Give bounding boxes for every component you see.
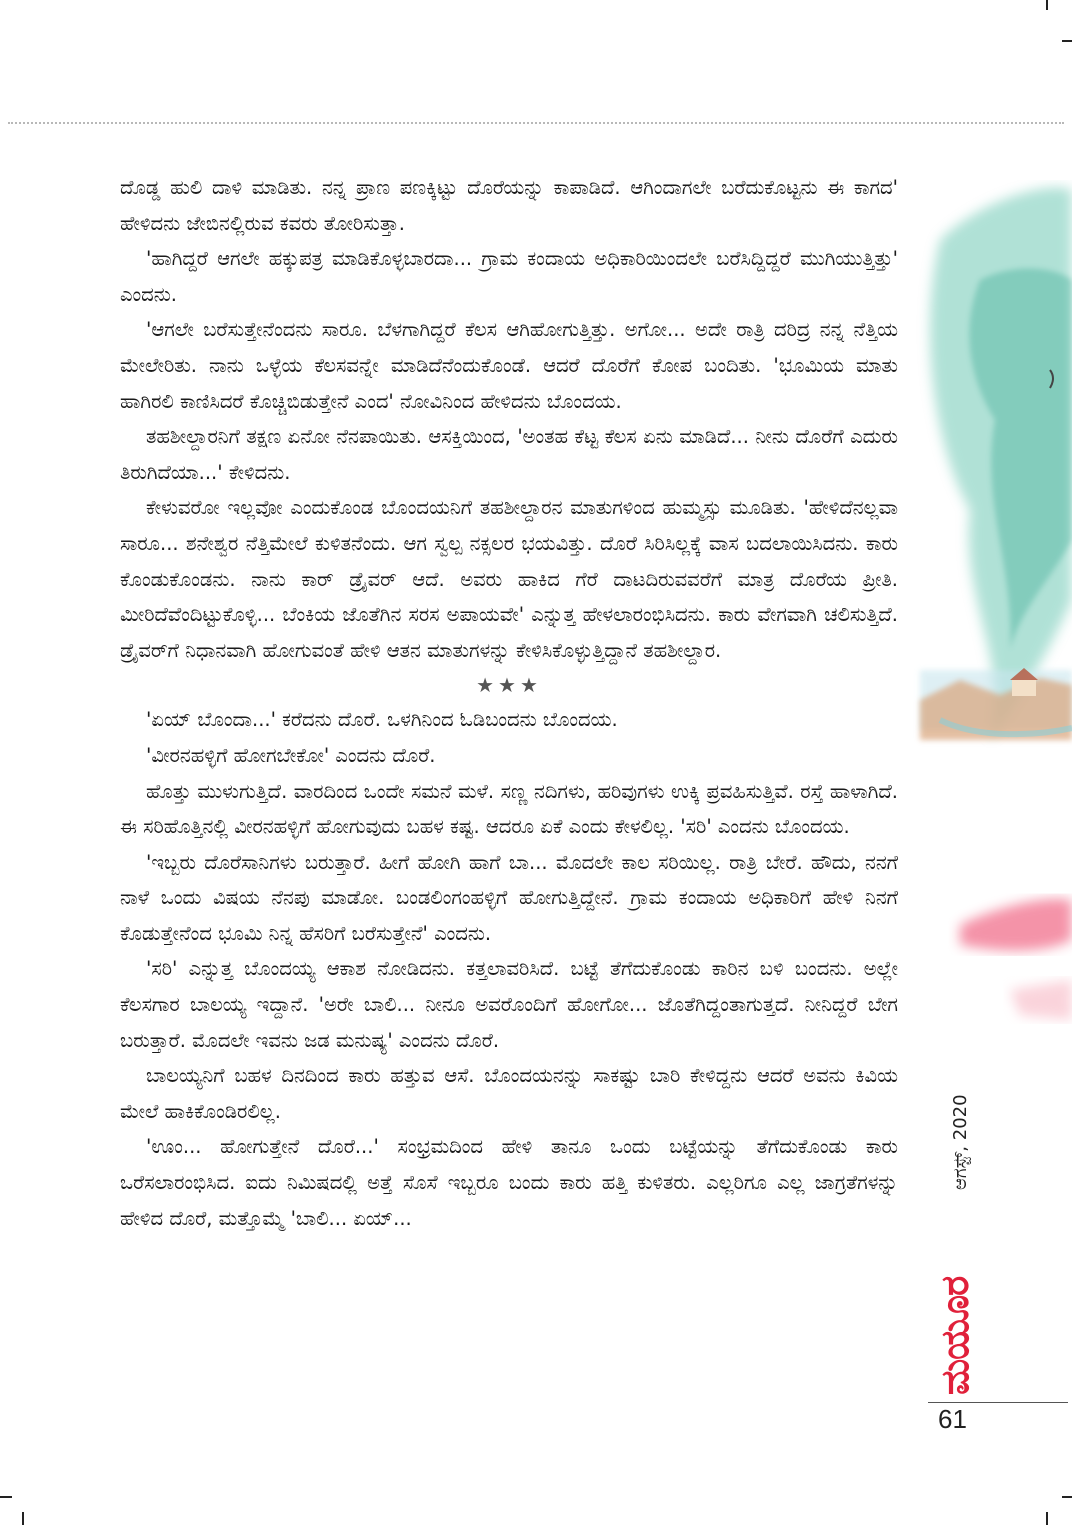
article-paragraph: ತಹಶೀಲ್ದಾರನಿಗೆ ತಕ್ಷಣ ಏನೋ ನೆನಪಾಯಿತು. ಆಸಕ್ತಿಯಿಂದ, 'ಅಂತಹ ಕೆಟ್ಟ ಕೆಲಸ ಏನು ಮಾಡಿದೆ... ನೀನು ದೊರೆಗೆ ಎದುರು ತಿರುಗಿದೆಯಾ...' ಕೇಳಿದನು. bbox=[120, 425, 898, 484]
watercolor-illustration bbox=[900, 180, 1072, 1080]
crop-mark bbox=[22, 1512, 24, 1525]
article-paragraph: 'ಏಯ್ ಬೊಂದಾ...' ಕರೆದನು ದೊರೆ. ಒಳಗಿನಿಂದ ಓಡಿಬಂದನು ಬೊಂದಯ. bbox=[146, 708, 618, 732]
magazine-logo: ಮಯೂರ bbox=[933, 1276, 977, 1395]
article-paragraph: ದೊಡ್ಡ ಹುಲಿ ದಾಳಿ ಮಾಡಿತು. ನನ್ನ ಪ್ರಾಣ ಪಣಕ್ಕಿಟ್ಟು ದೊರೆಯನ್ನು ಕಾಪಾಡಿದೆ. ಆಗಿಂದಾಗಲೇ ಬರೆದುಕೊಟ್ಟನು ಈ ಕಾಗದ' ಹೇಳಿದನು ಜೇಬಿನಲ್ಲಿರುವ ಕವರು ತೋರಿಸುತ್ತಾ. bbox=[120, 176, 898, 235]
issue-date: ಆಗಸ್ಟ್, 2020 bbox=[950, 1094, 971, 1190]
header-dotted-rule bbox=[8, 122, 1064, 124]
article-paragraph: 'ಊಂ... ಹೋಗುತ್ತೇನೆ ದೊರೆ...' ಸಂಭ್ರಮದಿಂದ ಹೇಳಿ ತಾನೂ ಒಂದು ಬಟ್ಟೆಯನ್ನು ತೆಗೆದುಕೊಂಡು ಕಾರು ಒರೆಸಲಾರಂಭಿಸಿದ. ಐದು ನಿಮಿಷದಲ್ಲಿ ಅತ್ತೆ ಸೊಸೆ ಇಬ್ಬರೂ ಬಂದು ಕಾರು ಹತ್ತಿ ಕುಳಿತರು. ಎಲ್ಲರಿಗೂ ಎಲ್ಲ ಜಾಗ್ರತೆಗಳನ್ನು ಹೇಳಿದ ದೊರೆ, ಮತ್ತೊಮ್ಮೆ 'ಬಾಲಿ... ಏಯ್... bbox=[120, 1135, 898, 1230]
crop-mark bbox=[1046, 0, 1048, 10]
crop-mark bbox=[1062, 40, 1072, 42]
crop-mark bbox=[1046, 1512, 1048, 1525]
article-paragraph: ಕೇಳುವರೋ ಇಲ್ಲವೋ ಎಂದುಕೊಂಡ ಬೊಂದಯನಿಗೆ ತಹಶೀಲ್ದಾರನ ಮಾತುಗಳಿಂದ ಹುಮ್ಮಸ್ಸು ಮೂಡಿತು. 'ಹೇಳಿದೆನಲ್ಲವಾ ಸಾರೂ... ಶನೇಶ್ವರ ನೆತ್ತಿಮೇಲೆ ಕುಳಿತನೆಂದು. ಆಗ ಸ್ವಲ್ಪ ನಕ್ಸಲರ ಭಯವಿತ್ತು. ದೊರೆ ಸಿರಿಸಿಲ್ಲಕ್ಕೆ ವಾಸ ಬದಲಾಯಿಸಿದನು. ಕಾರು ಕೊಂಡುಕೊಂಡನು. ನಾನು ಕಾರ್ ಡ್ರೈವರ್ ಆದೆ. ಅವರು ಹಾಕಿದ ಗೆರೆ ದಾಟದಿರುವವರೆಗೆ ಮಾತ್ರ ದೊರೆಯ ಪ್ರೀತಿ. ಮೀರಿದೆವೆಂದಿಟ್ಟುಕೊಳ್ಳಿ... ಬೆಂಕಿಯ ಜೊತೆಗಿನ ಸರಸ ಅಪಾಯವೇ' ಎನ್ನುತ್ತ ಹೇಳಲಾರಂಭಿಸಿದನು. ಕಾರು ವೇಗವಾಗಿ ಚಲಿಸುತ್ತಿದೆ. ಡ್ರೈವರ್‌ಗೆ ನಿಧಾನವಾಗಿ ಹೋಗುವಂತೆ ಹೇಳಿ ಆತನ ಮಾತುಗಳನ್ನು ಕೇಳಿಸಿಕೊಳ್ಳುತ್ತಿದ್ದಾನೆ ತಹಶೀಲ್ದಾರ. bbox=[120, 496, 898, 662]
article-paragraph: ಬಾಲಯ್ಯನಿಗೆ ಬಹಳ ದಿನದಿಂದ ಕಾರು ಹತ್ತುವ ಆಸೆ. ಬೊಂದಯನನ್ನು ಸಾಕಷ್ಟು ಬಾರಿ ಕೇಳಿದ್ದನು ಆದರೆ ಅವನು ಕಿವಿಯ ಮೇಲೆ ಹಾಕಿಕೊಂಡಿರಲಿಲ್ಲ. bbox=[120, 1064, 898, 1123]
article-paragraph: 'ಸರಿ' ಎನ್ನುತ್ತ ಬೊಂದಯ್ಯ ಆಕಾಶ ನೋಡಿದನು. ಕತ್ತಲಾವರಿಸಿದೆ. ಬಟ್ಟೆ ತೆಗೆದುಕೊಂಡು ಕಾರಿನ ಬಳಿ ಬಂದನು. ಅಲ್ಲೇ ಕೆಲಸಗಾರ ಬಾಲಯ್ಯ ಇದ್ದಾನೆ. 'ಅರೇ ಬಾಲಿ... ನೀನೂ ಅವರೊಂದಿಗೆ ಹೋಗೋ... ಜೊತೆಗಿದ್ದಂತಾಗುತ್ತದೆ. ನೀನಿದ್ದರೆ ಬೇಗ ಬರುತ್ತಾರೆ. ಮೊದಲೇ ಇವನು ಜಡ ಮನುಷ್ಯ' ಎಂದನು ದೊರೆ. bbox=[120, 957, 898, 1052]
article-paragraph: 'ಆಗಲೇ ಬರೆಸುತ್ತೇನೆಂದನು ಸಾರೂ. ಬೆಳಗಾಗಿದ್ದರೆ ಕೆಲಸ ಆಗಿಹೋಗುತ್ತಿತ್ತು. ಅಗೋ... ಅದೇ ರಾತ್ರಿ ದರಿದ್ರ ನನ್ನ ನೆತ್ತಿಯ ಮೇಲೇರಿತು. ನಾನು ಒಳ್ಳೆಯ ಕೆಲಸವನ್ನೇ ಮಾಡಿದೆನೆಂದುಕೊಂಡೆ. ಆದರೆ ದೊರೆಗೆ ಕೋಪ ಬಂದಿತು. 'ಭೂಮಿಯ ಮಾತು ಹಾಗಿರಲಿ ಕಾಣಿಸಿದರೆ ಕೊಚ್ಚಿಬಿಡುತ್ತೇನೆ ಎಂದ' ನೋವಿನಿಂದ ಹೇಳಿದನು ಬೊಂದಯ. bbox=[120, 318, 898, 413]
article-paragraph: 'ಇಬ್ಬರು ದೊರೆಸಾನಿಗಳು ಬರುತ್ತಾರೆ. ಹೀಗೆ ಹೋಗಿ ಹಾಗೆ ಬಾ... ಮೊದಲೇ ಕಾಲ ಸರಿಯಿಲ್ಲ. ರಾತ್ರಿ ಬೇರೆ. ಹೌದು, ನನಗೆ ನಾಳೆ ಒಂದು ವಿಷಯ ನೆನಪು ಮಾಡೋ. ಬಂಡಲಿಂಗಂಹಳ್ಳಿಗೆ ಹೋಗುತ್ತಿದ್ದೇನೆ. ಗ್ರಾಮ ಕಂದಾಯ ಅಧಿಕಾರಿಗೆ ಹೇಳಿ ನಿನಗೆ ಕೊಡುತ್ತೇನೆಂದ ಭೂಮಿ ನಿನ್ನ ಹೆಸರಿಗೆ ಬರೆಸುತ್ತೇನೆ' ಎಂದನು. bbox=[120, 850, 898, 945]
article-paragraph: ಹೊತ್ತು ಮುಳುಗುತ್ತಿದೆ. ವಾರದಿಂದ ಒಂದೇ ಸಮನೆ ಮಳೆ. ಸಣ್ಣ ನದಿಗಳು, ಹರಿವುಗಳು ಉಕ್ಕಿ ಪ್ರವಹಿಸುತ್ತಿವೆ. ರಸ್ತೆ ಹಾಳಾಗಿದೆ. ಈ ಸರಿಹೊತ್ತಿನಲ್ಲಿ ವೀರನಹಳ್ಳಿಗೆ ಹೋಗುವುದು ಬಹಳ ಕಷ್ಟ. ಆದರೂ ಏಕೆ ಎಂದು ಕೇಳಲಿಲ್ಲ. 'ಸರಿ' ಎಂದನು ಬೊಂದಯ. bbox=[120, 779, 898, 839]
footer-rule bbox=[928, 1402, 1068, 1403]
page-number: 61 bbox=[938, 1404, 967, 1434]
article-paragraph: 'ವೀರನಹಳ್ಳಿಗೆ ಹೋಗಬೇಕೋ' ಎಂದನು ದೊರೆ. bbox=[146, 743, 436, 767]
article-body bbox=[120, 170, 898, 1236]
section-separator: ★★★ bbox=[476, 673, 542, 698]
crop-mark bbox=[1062, 1496, 1072, 1498]
article-paragraph: 'ಹಾಗಿದ್ದರೆ ಆಗಲೇ ಹಕ್ಕುಪತ್ರ ಮಾಡಿಕೊಳ್ಳಬಾರದಾ... ಗ್ರಾಮ ಕಂದಾಯ ಅಧಿಕಾರಿಯಿಂದಲೇ ಬರೆಸಿದ್ದಿದ್ದರೆ ಮುಗಿಯುತ್ತಿತ್ತು' ಎಂದನು. bbox=[120, 247, 898, 306]
crop-mark bbox=[0, 1496, 12, 1498]
